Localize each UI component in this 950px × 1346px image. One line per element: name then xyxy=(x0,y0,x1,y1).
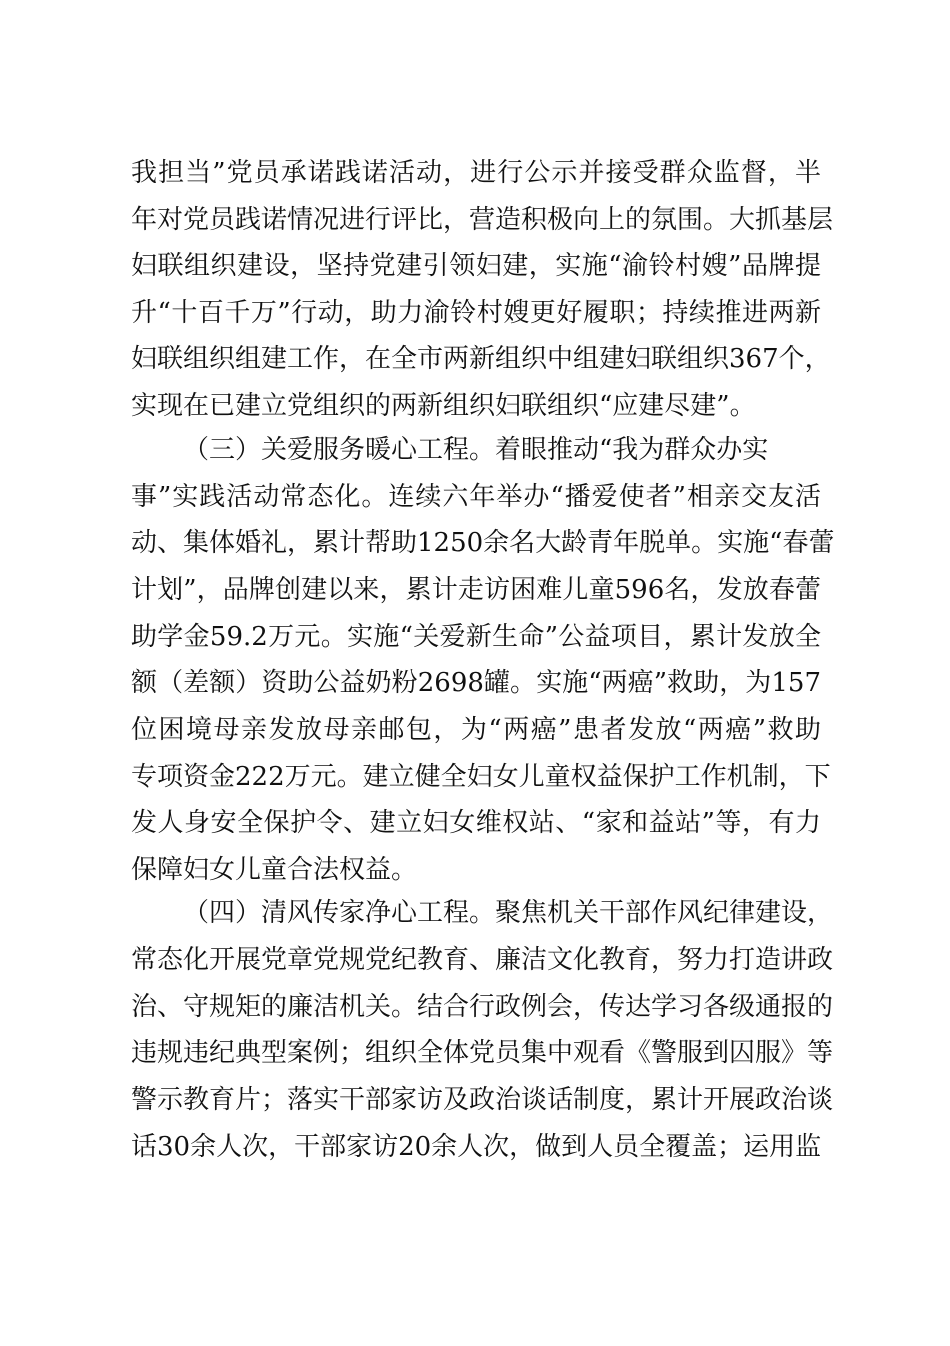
section-heading-line: （三）关爱服务暖心工程。着眼推动“我为群众办实 xyxy=(183,435,769,465)
text-line: 常态化开展党章党规党纪教育、廉洁文化教育，努力打造讲政 xyxy=(131,945,834,975)
text-line: 助学金59.2万元。实施“关爱新生命”公益项目，累计发放全 xyxy=(131,622,821,652)
text-line: 违规违纪典型案例；组织全体党员集中观看《警服到囚服》等 xyxy=(131,1038,834,1068)
text-line: 升“十百千万”行动，助力渝铃村嫂更好履职；持续推进两新 xyxy=(131,298,821,328)
section-heading-line: （四）清风传家净心工程。聚焦机关干部作风纪律建设， xyxy=(183,898,834,928)
text-line: 位困境母亲发放母亲邮包，为“两癌”患者发放“两癌”救助 xyxy=(131,715,821,745)
text-line: 我担当”党员承诺践诺活动，进行公示并接受群众监督，半 xyxy=(131,158,821,188)
text-line: 事”实践活动常态化。连续六年举办“播爱使者”相亲交友活 xyxy=(131,482,821,512)
text-line: 实现在已建立党组织的两新组织妇联组织“应建尽建”。 xyxy=(131,391,756,421)
text-line: 计划”，品牌创建以来，累计走访困难儿童596名，发放春蕾 xyxy=(131,575,821,605)
text-line: 妇联组织建设，坚持党建引领妇建，实施“渝铃村嫂”品牌提 xyxy=(131,251,821,281)
text-line: 年对党员践诺情况进行评比，营造积极向上的氛围。大抓基层 xyxy=(131,205,834,235)
text-line: 动、集体婚礼，累计帮助1250余名大龄青年脱单。实施“春蕾 xyxy=(131,528,835,558)
text-line: 专项资金222万元。建立健全妇女儿童权益保护工作机制，下 xyxy=(131,762,831,792)
text-line: 保障妇女儿童合法权益。 xyxy=(131,855,418,885)
text-line: 话30余人次，干部家访20余人次，做到人员全覆盖；运用监 xyxy=(131,1132,822,1162)
text-line: 妇联组织组建工作，在全市两新组织中组建妇联组织367个， xyxy=(131,344,831,374)
text-line: 警示教育片；落实干部家访及政治谈话制度，累计开展政治谈 xyxy=(131,1085,834,1115)
text-line: 发人身安全保护令、建立妇女维权站、“家和益站”等，有力 xyxy=(131,808,821,838)
text-line: 治、守规矩的廉洁机关。结合行政例会，传达学习各级通报的 xyxy=(131,992,834,1022)
text-line: 额（差额）资助公益奶粉2698罐。实施“两癌”救助，为157 xyxy=(131,668,821,698)
